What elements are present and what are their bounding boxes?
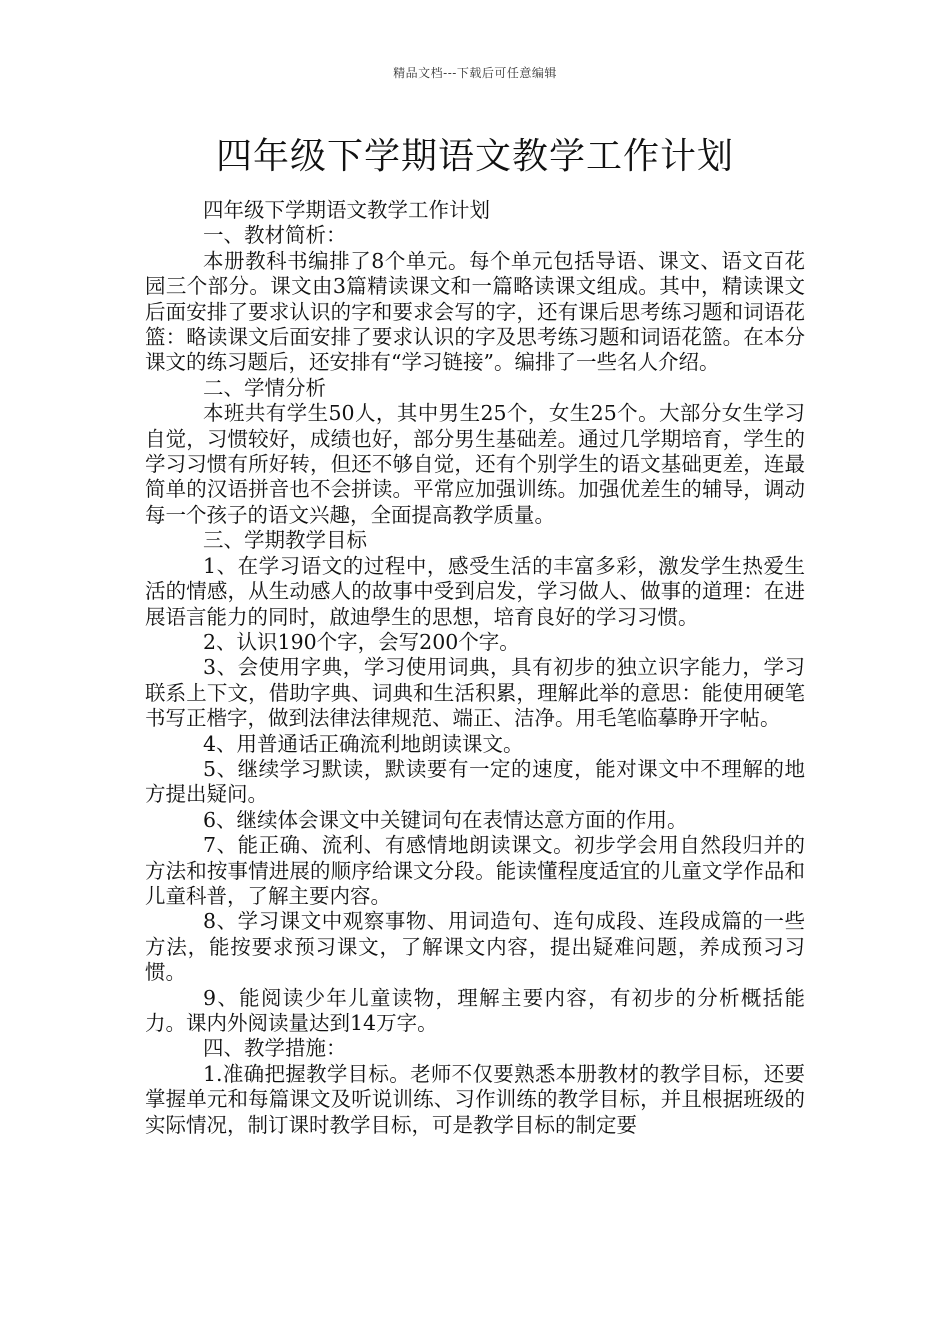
section-heading-measures: 四、教学措施：: [203, 1036, 347, 1061]
goal-item-6: 6、继续体会课文中关键词句在表情达意方面的作用。: [203, 807, 688, 832]
paragraph-students: 本班共有学生50人，其中男生25个，女生25个。大部分女生学习自觉，习惯较好，成绩也好，部分男生基础差。通过几学期培育，学生的学习习惯有所好转，但还不够自觉，还有个别学生的语文基础更差，连最简单的汉语拼音也不会拼读。平常应加强训练。加强优差生的辅导，调动每一个孩子的语文兴趣，全面提高教学质量。: [145, 401, 805, 527]
goal-item-2: 2、认识190个字，会写200个字。: [203, 629, 520, 654]
paragraph-subtitle: 四年级下学期语文教学工作计划: [203, 198, 490, 222]
paragraph-materials: 本册教科书编排了8个单元。每个单元包括导语、课文、语文百花园三个部分。课文由3篇精读课文和一篇略读课文组成。其中，精读课文后面安排了要求认识的字和要求会写的字，还有课后思考练习题和词语花篮：略读课文后面安排了要求认识的字及思考练习题和词语花篮。在本分课文的练习题后，还安排有“学习链接”。编排了一些名人介绍。: [145, 248, 805, 375]
document-body: [145, 198, 805, 1138]
measure-item-1: 1.准确把握教学目标。老师不仅要熟悉本册教材的教学目标，还要掌握单元和每篇课文及听说训练、习作训练的教学目标，并且根据班级的实际情况，制订课时教学目标，可是教学目标的制定要: [145, 1061, 805, 1137]
section-heading-goals: 三、学期教学目标: [203, 528, 367, 553]
goal-item-8: 8、学习课文中观察事物、用词造句、连句成段、连段成篇的一些方法，能按要求预习课文，了解课文内容，提出疑难问题，养成预习习惯。: [145, 909, 805, 985]
goal-item-4: 4、用普通话正确流利地朗读课文。: [203, 731, 524, 756]
section-heading-materials: 一、教材简析：: [203, 223, 347, 248]
goal-item-3: 3、会使用字典，学习使用词典，具有初步的独立识字能力，学习联系上下文，借助字典、词典和生活积累，理解此举的意思：能使用硬笔书写正楷字，做到法律法律规范、端正、洁净。用毛笔临摹睁开字帖。: [145, 655, 805, 731]
document-title: 四年级下学期语文教学工作计划: [215, 136, 734, 177]
goal-item-9: 9、能阅读少年儿童读物，理解主要内容，有初步的分析概括能力。课内外阅读量达到14万字。: [145, 985, 805, 1035]
header-note: 精品文档---下载后可任意编辑: [393, 66, 557, 80]
section-heading-students: 二、学情分析: [203, 375, 326, 400]
goal-item-1: 1、在学习语文的过程中，感受生活的丰富多彩，激发学生热爱生活的情感，从生动感人的故事中受到启发，学习做人、做事的道理：在进展语言能力的同时，啟迪學生的思想，培育良好的学习习惯。: [145, 553, 805, 629]
goal-item-7: 7、能正确、流利、有感情地朗读课文。初步学会用自然段归并的方法和按事情进展的顺序给课文分段。能读懂程度适宜的儿童文学作品和儿童科普，了解主要内容。: [145, 833, 805, 908]
goal-item-5: 5、继续学习默读，默读要有一定的速度，能对课文中不理解的地方提出疑问。: [145, 756, 805, 807]
